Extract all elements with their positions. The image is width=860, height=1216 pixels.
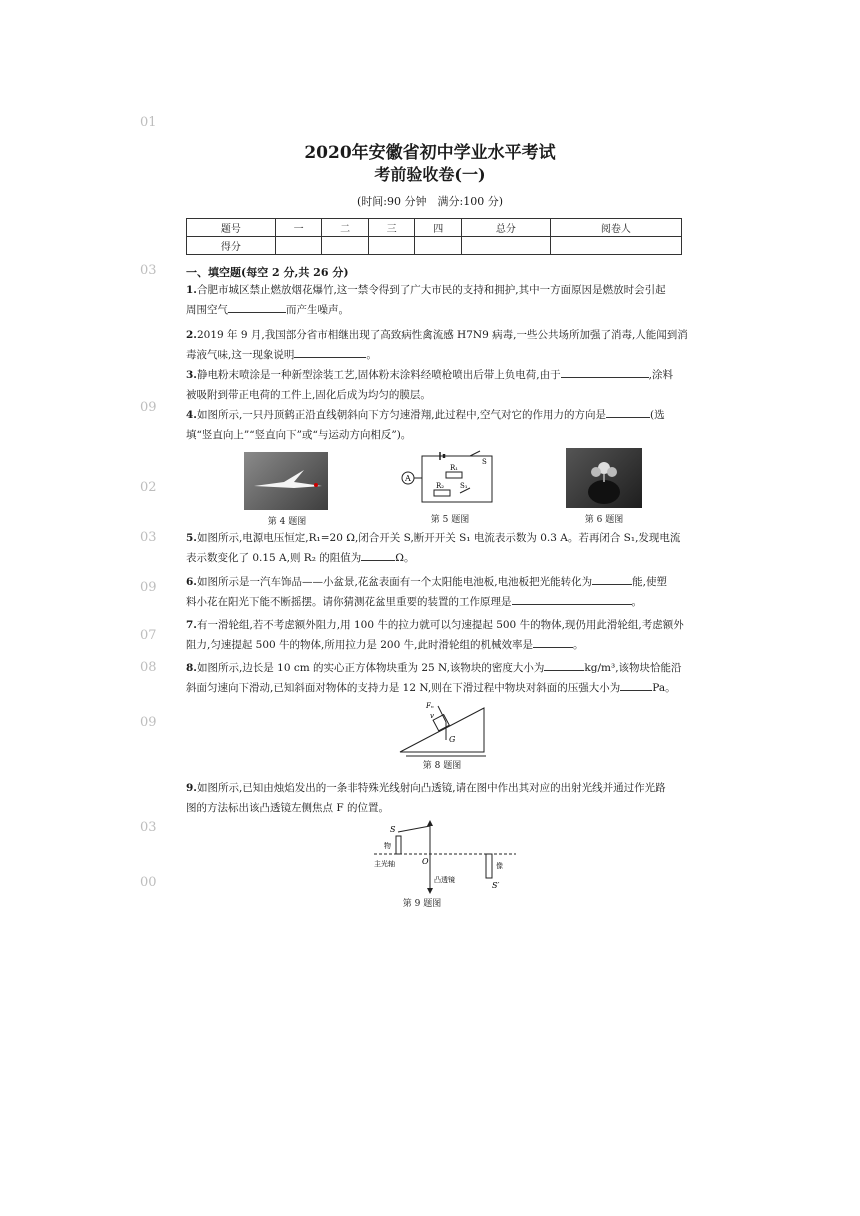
question-text: ,涂料 <box>648 369 673 381</box>
margin-mark: 02 <box>140 480 157 495</box>
table-header-cell: 题号 <box>187 219 276 237</box>
question-6 <box>186 572 696 612</box>
question-5 <box>186 528 696 568</box>
answer-blank[interactable] <box>606 406 650 418</box>
question-text: 毒液气味,这一现象说明 <box>186 349 295 361</box>
question-text: 如图所示,一只丹顶鹤正沿直线朝斜向下方匀速滑翔,此过程中,空气对它的作用力的方向是 <box>196 409 606 421</box>
point-o-label: O <box>422 857 429 866</box>
question-text: 有一滑轮组,若不考虑额外阻力,用 100 牛的拉力就可以匀速提起 500 牛的物体,现仍用此滑轮组,考虑额外 <box>196 619 684 631</box>
gravity-label: G <box>449 735 456 744</box>
answer-blank[interactable] <box>533 636 573 648</box>
question-text: 填“竖直向上”“竖直向下”或“与运动方向相反”)。 <box>186 429 412 441</box>
question-number: 4. <box>186 409 197 421</box>
question-text: 静电粉末喷涂是一种新型涂装工艺,固体粉末涂料经喷枪喷出后带上负电荷,由于 <box>196 369 561 381</box>
question-text: 表示数变化了 0.15 A,则 R₂ 的阻值为 <box>186 552 362 564</box>
question-number: 7. <box>186 619 197 631</box>
score-cell[interactable] <box>415 237 462 255</box>
exam-title: 2020年安徽省初中学业水平考试 <box>304 143 556 163</box>
question-text: 周围空气 <box>186 304 228 316</box>
question-9 <box>186 778 696 818</box>
question-3 <box>186 365 696 405</box>
score-cell[interactable] <box>368 237 415 255</box>
switch-s-label: S <box>482 458 487 466</box>
question-7 <box>186 615 696 655</box>
figure-caption: 第 6 题图 <box>584 515 624 525</box>
score-cell[interactable] <box>461 237 550 255</box>
score-cell[interactable] <box>322 237 369 255</box>
point-s-label: S <box>390 825 396 834</box>
question-text: 图的方法标出该凸透镜左侧焦点 F 的位置。 <box>186 802 389 814</box>
question-1 <box>186 280 696 320</box>
incline-diagram <box>396 700 492 758</box>
score-table <box>186 218 682 255</box>
margin-mark: 09 <box>140 715 157 730</box>
question-text: kg/m³,该物块恰能沿 <box>584 662 682 674</box>
crane-photo <box>244 452 328 510</box>
section-heading: 一、填空题(每空 2 分,共 26 分) <box>186 266 349 279</box>
table-header-cell: 三 <box>368 219 415 237</box>
question-number: 3. <box>186 369 197 381</box>
answer-blank[interactable] <box>544 659 584 671</box>
margin-mark: 03 <box>140 820 157 835</box>
table-header-cell: 总分 <box>461 219 550 237</box>
crane-icon <box>244 452 328 510</box>
question-text: 合肥市城区禁止燃放烟花爆竹,这一禁令得到了广大市民的支持和拥护,其中一方面原因是燃放时会引起 <box>196 284 666 296</box>
margin-mark: 03 <box>140 263 157 278</box>
answer-blank[interactable] <box>592 573 632 585</box>
margin-mark: 07 <box>140 628 157 643</box>
point-s-prime-label: S′ <box>492 881 500 890</box>
margin-mark: 09 <box>140 400 157 415</box>
question-number: 9. <box>186 782 197 794</box>
question-text: 。 <box>572 639 584 651</box>
figure-caption: 第 9 题图 <box>402 899 442 909</box>
score-table-row <box>187 237 682 255</box>
question-4 <box>186 405 696 445</box>
question-text: 如图所示,电源电压恒定,R₁=20 Ω,闭合开关 S,断开开关 S₁ 电流表示数为 0.3 A。若再闭合 S₁,发现电流 <box>196 532 681 544</box>
question-text: 如图所示,已知由烛焰发出的一条非特殊光线射向凸透镜,请在图中作出其对应的出射光线并通过作光路 <box>196 782 666 794</box>
question-text: 被吸附到带正电荷的工件上,固化后成为均匀的膜层。 <box>186 389 431 401</box>
question-text: 如图所示是一汽车饰品——小盆景,花盆表面有一个太阳能电池板,电池板把光能转化为 <box>196 576 593 588</box>
question-number: 6. <box>186 576 197 588</box>
score-cell[interactable] <box>275 237 322 255</box>
velocity-label: v <box>430 712 434 720</box>
question-text: 斜面匀速向下滑动,已知斜面对物体的支持力是 12 N,则在下滑过程中物块对斜面的压强大小为 <box>186 682 621 694</box>
table-row-label: 得分 <box>187 237 276 255</box>
flower-icon <box>566 448 642 508</box>
lens-label: 凸透镜 <box>434 876 455 884</box>
question-text: 。 <box>631 596 642 608</box>
question-number: 1. <box>186 284 197 296</box>
margin-mark: 09 <box>140 580 157 595</box>
answer-blank[interactable] <box>620 679 652 691</box>
question-text: (选 <box>649 409 665 421</box>
fn-label: Fₙ <box>426 702 434 710</box>
margin-mark: 08 <box>140 660 157 675</box>
score-table-header-row <box>187 219 682 237</box>
question-text: 阻力,匀速提起 500 牛的物体,所用拉力是 200 牛,此时滑轮组的机械效率是 <box>186 639 533 651</box>
question-text: Ω。 <box>395 552 415 564</box>
question-number: 8. <box>186 662 197 674</box>
r2-label: R₂ <box>436 482 445 490</box>
table-header-cell: 阅卷人 <box>550 219 681 237</box>
object-label: 物 <box>384 842 391 850</box>
question-text: Pa。 <box>652 682 676 694</box>
question-text: 。 <box>366 349 377 361</box>
figure-caption: 第 5 题图 <box>430 515 470 525</box>
margin-mark: 03 <box>140 530 157 545</box>
exam-subtitle: 考前验收卷(一) <box>374 165 486 184</box>
flower-pot-photo <box>566 448 642 508</box>
question-8 <box>186 658 696 698</box>
axis-label: 主光轴 <box>374 860 395 868</box>
answer-blank[interactable] <box>228 301 286 313</box>
question-number: 2. <box>186 329 197 341</box>
lens-diagram <box>370 820 520 896</box>
circuit-diagram <box>400 450 500 512</box>
question-2 <box>186 325 696 365</box>
r1-label: R₁ <box>450 464 459 472</box>
image-label: 像 <box>496 862 503 870</box>
question-text: 能,使塑 <box>632 576 667 588</box>
figure-caption: 第 4 题图 <box>267 517 307 527</box>
table-header-cell: 四 <box>415 219 462 237</box>
answer-blank[interactable] <box>512 593 632 605</box>
score-cell[interactable] <box>550 237 681 255</box>
ammeter-label: A <box>405 474 411 483</box>
answer-blank[interactable] <box>361 549 395 561</box>
answer-blank[interactable] <box>561 366 649 378</box>
question-text: 料小花在阳光下能不断摇摆。请你猜测花盆里重要的装置的工作原理是 <box>186 596 512 608</box>
question-text: 2019 年 9 月,我国部分省市相继出现了高致病性禽流感 H7N9 病毒,一些公共场所加强了消毒,人能闻到消 <box>196 329 688 341</box>
answer-blank[interactable] <box>294 346 366 358</box>
margin-mark: 01 <box>140 115 157 130</box>
switch-s1-label: S₁ <box>460 482 468 490</box>
table-header-cell: 一 <box>275 219 322 237</box>
margin-mark: 00 <box>140 875 157 890</box>
question-text: 而产生噪声。 <box>286 304 349 316</box>
time-info: (时间:90 分钟 满分:100 分) <box>357 195 503 208</box>
question-text: 如图所示,边长是 10 cm 的实心正方体物块重为 25 N,该物块的密度大小为 <box>196 662 545 674</box>
figure-caption: 第 8 题图 <box>422 761 462 771</box>
table-header-cell: 二 <box>322 219 369 237</box>
question-number: 5. <box>186 532 197 544</box>
